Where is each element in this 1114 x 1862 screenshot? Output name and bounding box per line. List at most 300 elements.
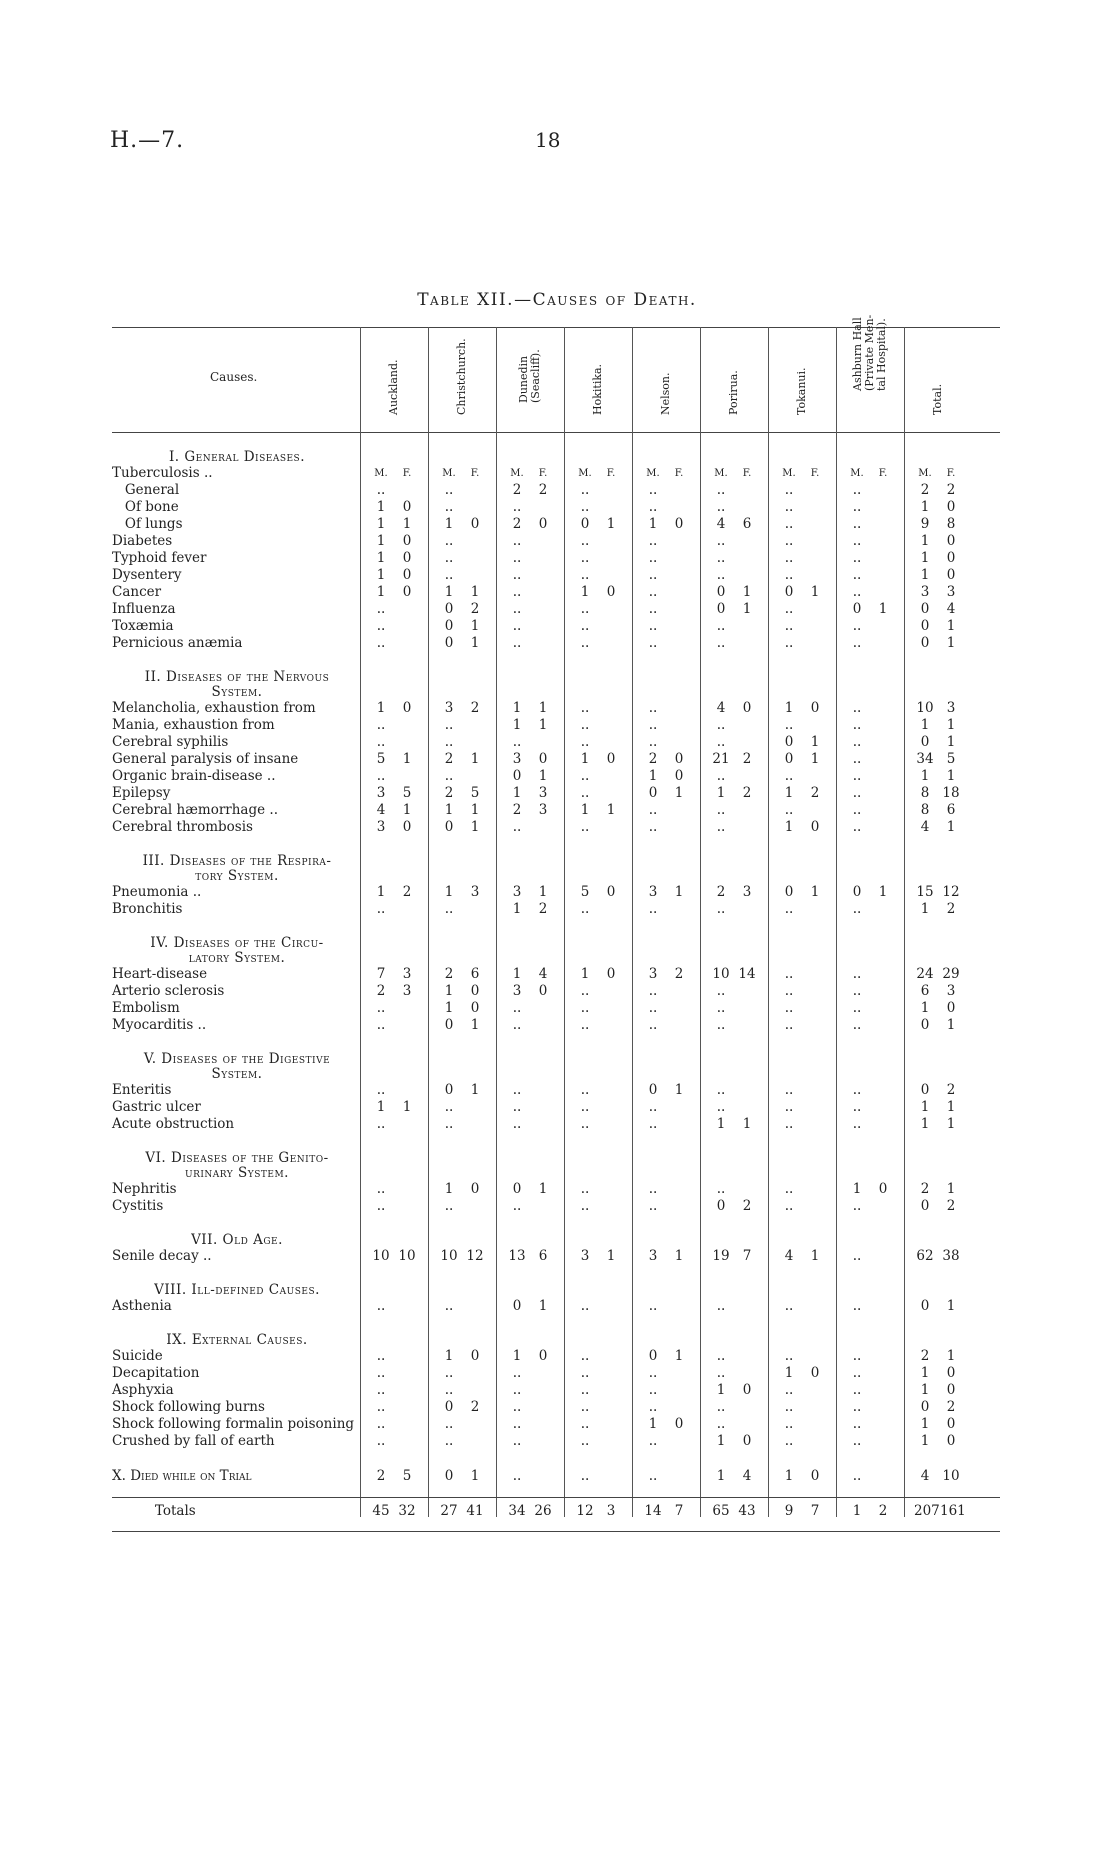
table-cell: 1 — [538, 884, 548, 900]
table-cell: 2 — [946, 901, 956, 917]
table-cell: 65 — [712, 1503, 730, 1519]
table-row — [112, 516, 1000, 533]
table-cell: 1 — [716, 1433, 726, 1449]
table-cell: 3 — [648, 1248, 658, 1264]
table-cell: 0 — [606, 884, 616, 900]
table-cell: .. — [852, 499, 862, 515]
row-label: Dysentery — [112, 567, 182, 583]
table-cell: .. — [784, 1017, 794, 1033]
table-cell: .. — [512, 1082, 522, 1098]
table-cell: 0 — [946, 1365, 956, 1381]
table-cell: 1 — [606, 1248, 616, 1264]
table-cell: 1 — [470, 584, 480, 600]
table-cell: .. — [512, 1116, 522, 1132]
table-cell: .. — [852, 1116, 862, 1132]
table-cell: 1 — [376, 567, 386, 583]
table-cell: 7 — [810, 1503, 820, 1519]
table-cell: .. — [716, 717, 726, 733]
table-cell: F. — [878, 468, 888, 479]
table-cell: 1 — [580, 751, 590, 767]
table-cell: 0 — [674, 768, 684, 784]
table-cell: .. — [716, 550, 726, 566]
column-header-label: Hokitika. — [591, 363, 604, 415]
table-cell: 1 — [810, 751, 820, 767]
table-cell: 1 — [920, 550, 930, 566]
table-cell: 1 — [946, 1017, 956, 1033]
table-cell: 0 — [946, 1433, 956, 1449]
table-cell: 0 — [852, 601, 862, 617]
table-cell: 0 — [538, 516, 548, 532]
table-cell: 0 — [444, 819, 454, 835]
table-cell: 1 — [512, 700, 522, 716]
table-cell: 0 — [538, 751, 548, 767]
table-cell: 0 — [402, 567, 412, 583]
section-heading: V. Diseases of the Digestive System. — [143, 1051, 331, 1082]
table-cell: 0 — [716, 584, 726, 600]
table-cell: 1 — [606, 802, 616, 818]
table-cell: 8 — [946, 516, 956, 532]
column-header-label: Auckland. — [387, 359, 400, 415]
table-cell: 1 — [470, 635, 480, 651]
table-cell: M. — [510, 468, 524, 479]
table-cell: .. — [784, 901, 794, 917]
row-label: Senile decay .. — [112, 1248, 212, 1264]
table-cell: 4 — [742, 1468, 752, 1484]
table-cell: 0 — [784, 884, 794, 900]
table-cell: 0 — [444, 635, 454, 651]
table-cell: 0 — [402, 700, 412, 716]
table-cell: 1 — [920, 567, 930, 583]
table-cell: 3 — [376, 785, 386, 801]
table-cell: 2 — [376, 983, 386, 999]
table-cell: 0 — [470, 516, 480, 532]
table-cell: .. — [444, 734, 454, 750]
column-header — [907, 337, 969, 427]
column-header-label: Christchurch. — [455, 338, 468, 415]
table-cell: .. — [852, 516, 862, 532]
table-cell: .. — [716, 618, 726, 634]
table-cell: 3 — [470, 884, 480, 900]
table-cell: M. — [442, 468, 456, 479]
table-cell: 8 — [920, 802, 930, 818]
row-label: Diabetes — [112, 533, 173, 549]
table-cell: .. — [444, 1099, 454, 1115]
table-cell: 1 — [538, 1181, 548, 1197]
table-cell: .. — [512, 1365, 522, 1381]
table-cell: 3 — [512, 983, 522, 999]
row-label: X. Died while on Trial — [112, 1468, 252, 1484]
table-cell: 21 — [712, 751, 730, 767]
table-cell: 1 — [376, 884, 386, 900]
row-label: Tuberculosis .. — [112, 465, 213, 481]
table-cell: 0 — [810, 1468, 820, 1484]
table-cell: .. — [512, 567, 522, 583]
row-label: Shock following formalin poisoning — [112, 1416, 355, 1432]
table-cell: .. — [580, 1198, 590, 1214]
table-cell: .. — [648, 618, 658, 634]
table-cell: 0 — [402, 550, 412, 566]
table-cell: 1 — [538, 717, 548, 733]
table-cell: 0 — [402, 499, 412, 515]
row-label: Organic brain-disease .. — [112, 768, 276, 784]
row-label: Asphyxia — [112, 1382, 174, 1398]
table-cell: F. — [606, 468, 616, 479]
row-label: Arterio sclerosis — [112, 983, 225, 999]
table-cell: F. — [810, 468, 820, 479]
table-cell: 1 — [920, 533, 930, 549]
table-cell: .. — [648, 983, 658, 999]
table-cell: .. — [716, 1099, 726, 1115]
table-cell: 6 — [920, 983, 930, 999]
table-cell: .. — [852, 819, 862, 835]
table-cell: .. — [444, 1198, 454, 1214]
table-cell: 3 — [538, 785, 548, 801]
table-cell: 0 — [402, 533, 412, 549]
table-cell: 0 — [444, 1399, 454, 1415]
table-cell: .. — [444, 1382, 454, 1398]
table-cell: .. — [648, 567, 658, 583]
section-heading: II. Diseases of the Nervous System. — [144, 669, 330, 700]
table-cell: .. — [784, 1348, 794, 1364]
table-cell: .. — [376, 1382, 386, 1398]
table-cell: 1 — [444, 1181, 454, 1197]
table-cell: .. — [580, 635, 590, 651]
table-cell: .. — [444, 1365, 454, 1381]
table-cell: 45 — [372, 1503, 390, 1519]
table-cell: 10 — [916, 700, 934, 716]
table-cell: .. — [852, 584, 862, 600]
table-cell: .. — [580, 785, 590, 801]
table-cell: 24 — [916, 966, 934, 982]
table-cell: .. — [376, 635, 386, 651]
table-cell: 7 — [674, 1503, 684, 1519]
table-cell: .. — [716, 1017, 726, 1033]
table-cell: .. — [512, 533, 522, 549]
table-cell: .. — [852, 1298, 862, 1314]
table-cell: 1 — [716, 785, 726, 801]
table-cell: .. — [648, 700, 658, 716]
table-cell: 0 — [946, 499, 956, 515]
table-cell: 0 — [920, 601, 930, 617]
table-cell: 1 — [742, 601, 752, 617]
table-row — [112, 768, 1000, 785]
table-cell: .. — [784, 983, 794, 999]
table-cell: .. — [784, 1298, 794, 1314]
table-cell: 2 — [742, 751, 752, 767]
table-cell: .. — [648, 1017, 658, 1033]
table-cell: .. — [444, 499, 454, 515]
table-cell: 0 — [402, 584, 412, 600]
table-cell: 0 — [648, 1348, 658, 1364]
table-cell: 7 — [376, 966, 386, 982]
table-cell: .. — [512, 1416, 522, 1432]
table-cell: .. — [716, 734, 726, 750]
table-cell: .. — [784, 1181, 794, 1197]
table-cell: 7 — [742, 1248, 752, 1264]
table-cell: 6 — [538, 1248, 548, 1264]
table-cell: 3 — [606, 1503, 616, 1519]
section-heading: I. General Diseases. — [168, 449, 306, 465]
table-cell: 1 — [512, 717, 522, 733]
row-label: Bronchitis — [112, 901, 183, 917]
table-cell: .. — [784, 601, 794, 617]
table-cell: .. — [376, 1298, 386, 1314]
table-cell: .. — [852, 1017, 862, 1033]
row-label: Of bone — [112, 499, 179, 515]
table-header-rule — [112, 432, 1000, 433]
table-cell: 1 — [742, 1116, 752, 1132]
table-cell: 12 — [466, 1248, 484, 1264]
column-header-label: Dunedin (Seacliff). — [517, 349, 542, 403]
table-cell: 1 — [946, 717, 956, 733]
table-cell: .. — [784, 1082, 794, 1098]
table-row — [112, 1017, 1000, 1034]
table-cell: 1 — [716, 1116, 726, 1132]
row-label: Shock following burns — [112, 1399, 265, 1415]
table-row — [112, 533, 1000, 550]
table-cell: 1 — [716, 1468, 726, 1484]
table-cell: 0 — [512, 768, 522, 784]
table-cell: 1 — [946, 618, 956, 634]
table-cell: .. — [580, 1416, 590, 1432]
row-label: Epilepsy — [112, 785, 171, 801]
row-label: Nephritis — [112, 1181, 177, 1197]
table-cell: .. — [716, 1298, 726, 1314]
table-cell: 3 — [402, 983, 412, 999]
table-cell: 27 — [440, 1503, 458, 1519]
table-cell: 10 — [372, 1248, 390, 1264]
table-cell: 1 — [444, 1000, 454, 1016]
table-cell: 0 — [742, 1382, 752, 1398]
table-cell: .. — [784, 567, 794, 583]
table-cell: .. — [852, 533, 862, 549]
table-cell: 5 — [580, 884, 590, 900]
row-label: Enteritis — [112, 1082, 172, 1098]
table-cell: 1 — [946, 734, 956, 750]
table-cell: 1 — [920, 499, 930, 515]
table-cell: 0 — [946, 1000, 956, 1016]
table-cell: .. — [852, 1399, 862, 1415]
table-cell: .. — [648, 635, 658, 651]
table-row — [112, 734, 1000, 751]
column-header — [635, 337, 697, 427]
table-cell: .. — [376, 1399, 386, 1415]
row-label: Cerebral hæmorrhage .. — [112, 802, 278, 818]
table-cell: 1 — [402, 751, 412, 767]
table-cell: 1 — [648, 1416, 658, 1432]
table-cell: M. — [714, 468, 728, 479]
table-cell: 3 — [512, 751, 522, 767]
table-cell: .. — [784, 1399, 794, 1415]
table-cell: .. — [376, 482, 386, 498]
table-cell: 1 — [674, 1082, 684, 1098]
table-cell: 1 — [946, 635, 956, 651]
table-cell: 1 — [920, 1099, 930, 1115]
table-cell: .. — [580, 983, 590, 999]
table-cell: .. — [512, 734, 522, 750]
table-cell: 1 — [538, 768, 548, 784]
table-cell: .. — [512, 819, 522, 835]
table-cell: .. — [716, 635, 726, 651]
table-row — [112, 1399, 1000, 1416]
table-row — [112, 1298, 1000, 1315]
row-label: Gastric ulcer — [112, 1099, 201, 1115]
section-heading: IV. Diseases of the Circu- latory System. — [150, 935, 324, 966]
table-cell: 12 — [576, 1503, 594, 1519]
table-cell: .. — [716, 499, 726, 515]
table-cell: 0 — [674, 516, 684, 532]
table-cell: .. — [648, 533, 658, 549]
table-cell: 3 — [946, 700, 956, 716]
table-cell: 34 — [916, 751, 934, 767]
table-cell: .. — [852, 1000, 862, 1016]
table-cell: .. — [852, 734, 862, 750]
table-cell: .. — [716, 482, 726, 498]
table-cell: .. — [852, 1248, 862, 1264]
table-cell: .. — [648, 1298, 658, 1314]
table-cell: 1 — [376, 516, 386, 532]
table-cell: 1 — [878, 884, 888, 900]
table-cell: 14 — [644, 1503, 662, 1519]
table-cell: M. — [850, 468, 864, 479]
table-cell: M. — [918, 468, 932, 479]
table-cell: .. — [852, 1198, 862, 1214]
table-cell: .. — [852, 1365, 862, 1381]
table-cell: 13 — [508, 1248, 526, 1264]
table-cell: .. — [852, 1082, 862, 1098]
table-cell: .. — [648, 499, 658, 515]
table-cell: .. — [852, 700, 862, 716]
table-cell: .. — [784, 802, 794, 818]
table-cell: 0 — [716, 1198, 726, 1214]
table-cell: .. — [376, 1000, 386, 1016]
table-cell: 1 — [444, 983, 454, 999]
causes-header: Causes. — [210, 370, 258, 384]
table-cell: .. — [784, 635, 794, 651]
table-cell: .. — [444, 901, 454, 917]
row-label: General paralysis of insane — [112, 751, 299, 767]
table-cell: .. — [580, 700, 590, 716]
table-cell: .. — [444, 1416, 454, 1432]
table-cell: .. — [852, 1433, 862, 1449]
table-cell: .. — [716, 768, 726, 784]
table-cell: 0 — [742, 700, 752, 716]
table-row — [112, 884, 1000, 901]
table-cell: 3 — [580, 1248, 590, 1264]
table-cell: 1 — [920, 1365, 930, 1381]
table-cell: 5 — [376, 751, 386, 767]
table-cell: M. — [782, 468, 796, 479]
table-cell: .. — [376, 1181, 386, 1197]
table-row — [112, 966, 1000, 983]
column-header — [703, 337, 765, 427]
table-cell: .. — [376, 1365, 386, 1381]
table-cell: 6 — [742, 516, 752, 532]
row-label: Of lungs — [112, 516, 183, 532]
table-cell: 0 — [810, 1365, 820, 1381]
table-cell: .. — [512, 1017, 522, 1033]
table-cell: .. — [580, 1099, 590, 1115]
table-cell: .. — [376, 1416, 386, 1432]
table-cell: 0 — [920, 734, 930, 750]
table-cell: .. — [580, 1348, 590, 1364]
table-cell: 3 — [742, 884, 752, 900]
table-cell: 2 — [742, 1198, 752, 1214]
row-label: Cerebral thrombosis — [112, 819, 253, 835]
table-row — [112, 983, 1000, 1000]
table-cell: F. — [946, 468, 956, 479]
table-cell: 41 — [466, 1503, 484, 1519]
table-cell: .. — [648, 1099, 658, 1115]
table-cell: .. — [580, 499, 590, 515]
table-cell: 3 — [402, 966, 412, 982]
table-cell: 0 — [946, 567, 956, 583]
table-cell: 3 — [512, 884, 522, 900]
column-header-label: Ashburn Hall (Private Men- tal Hospital). — [851, 314, 888, 391]
table-cell: .. — [376, 717, 386, 733]
table-cell: 9 — [784, 1503, 794, 1519]
row-label: Pneumonia .. — [112, 884, 202, 900]
table-cell: 0 — [648, 785, 658, 801]
table-cell: 2 — [920, 1181, 930, 1197]
table-cell: 1 — [920, 768, 930, 784]
table-cell: 10 — [440, 1248, 458, 1264]
row-label: Cerebral syphilis — [112, 734, 229, 750]
table-cell: 1 — [470, 1017, 480, 1033]
table-cell: 34 — [508, 1503, 526, 1519]
table-cell: 2 — [538, 901, 548, 917]
table-cell: .. — [716, 802, 726, 818]
table-cell: 2 — [946, 1082, 956, 1098]
table-cell: .. — [716, 819, 726, 835]
table-cell: 1 — [946, 1116, 956, 1132]
table-row — [112, 1416, 1000, 1433]
table-cell: 0 — [852, 884, 862, 900]
table-cell: 2 — [444, 966, 454, 982]
table-row — [112, 819, 1000, 836]
table-cell: 14 — [738, 966, 756, 982]
table-cell: F. — [674, 468, 684, 479]
table-cell: 1 — [512, 1348, 522, 1364]
table-row — [112, 1248, 1000, 1265]
row-label: Crushed by fall of earth — [112, 1433, 275, 1449]
table-row — [112, 1433, 1000, 1450]
table-cell: 5 — [402, 785, 412, 801]
table-cell: .. — [852, 1382, 862, 1398]
table-cell: .. — [716, 901, 726, 917]
page-header-ref: H.—7. — [110, 128, 185, 153]
table-cell: .. — [580, 901, 590, 917]
table-cell: .. — [580, 1017, 590, 1033]
table-cell: 1 — [376, 584, 386, 600]
table-cell: .. — [444, 1116, 454, 1132]
table-cell: .. — [444, 717, 454, 733]
table-cell: 1 — [920, 901, 930, 917]
table-cell: 1 — [470, 819, 480, 835]
table-cell: .. — [580, 601, 590, 617]
table-cell: .. — [376, 734, 386, 750]
row-label: Acute obstruction — [112, 1116, 235, 1132]
table-cell: .. — [648, 1399, 658, 1415]
table-cell: F. — [402, 468, 412, 479]
table-cell: 1 — [920, 1116, 930, 1132]
table-cell: 2 — [742, 785, 752, 801]
table-cell: 1 — [946, 1099, 956, 1115]
column-header-label: Tokanui. — [795, 367, 808, 415]
table-row — [112, 584, 1000, 601]
table-cell: 2 — [512, 482, 522, 498]
table-row — [112, 700, 1000, 717]
